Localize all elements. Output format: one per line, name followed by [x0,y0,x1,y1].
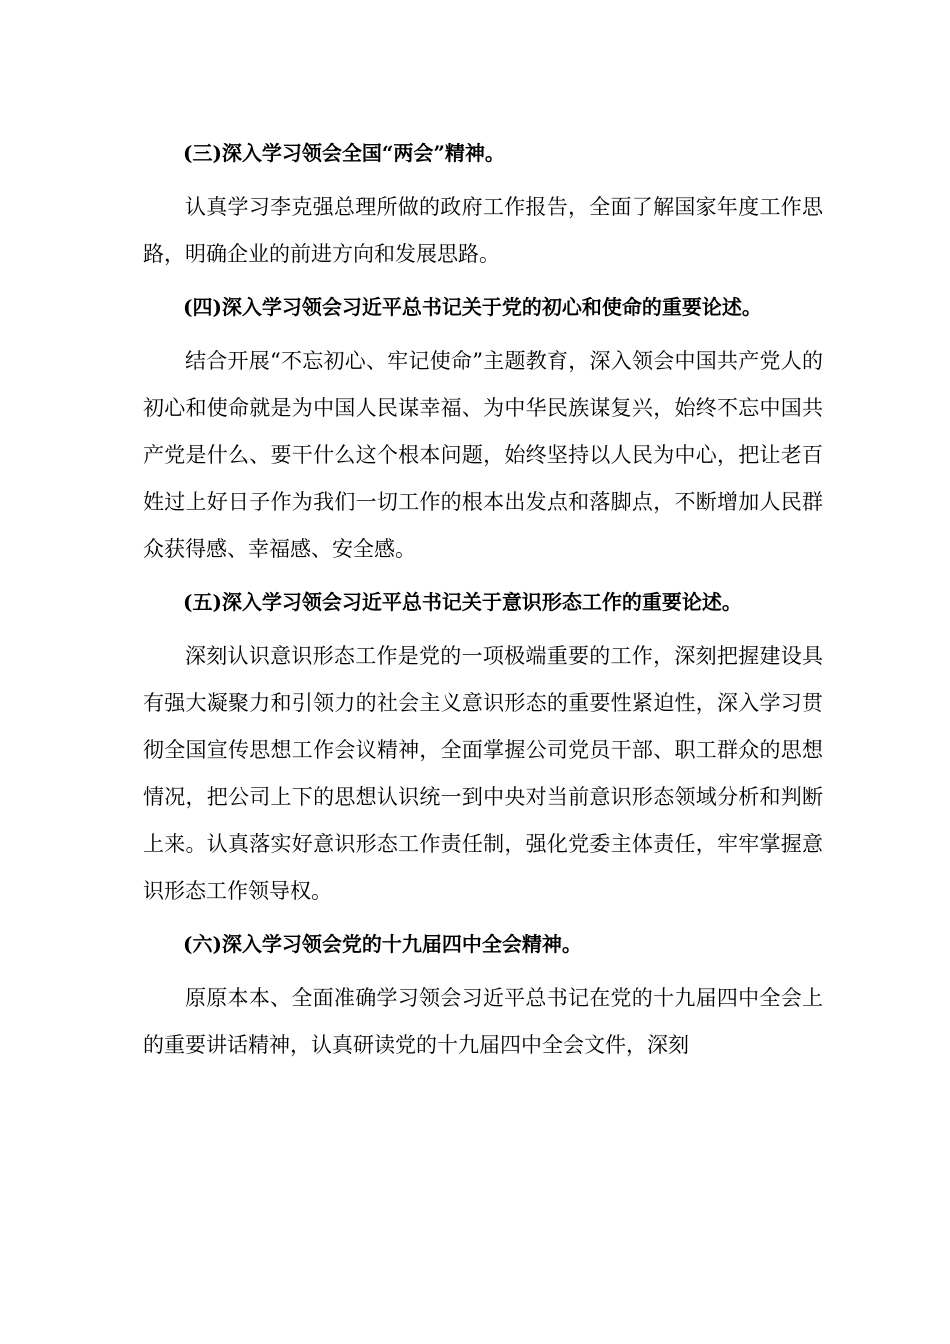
section-body-5: 深刻认识意识形态工作是党的一项极端重要的工作，深刻把握建设具有强大凝聚力和引领力的社会主义意识形态的重要性紧迫性，深入学习贯彻全国宣传思想工作会议精神，全面掌握公司党员干部、职工群众的思想情况，把公司上下的思想认识统一到中央对当前意识形态领域分析和判断上来。认真落实好意识形态工作责任制，强化党委主体责任，牢牢掌握意识形态工作领导权。 [143,644,823,903]
section-heading-6: (六)深入学习领会党的十九届四中全会精神。 [183,932,582,956]
section-body-6: 原原本本、全面准确学习领会习近平总书记在党的十九届四中全会上的重要讲话精神，认真研读党的十九届四中全会文件，深刻 [143,986,823,1057]
document-body [143,133,823,1078]
section-heading-4: (四)深入学习领会习近平总书记关于党的初心和使命的重要论述。 [183,295,762,319]
section-body-4: 结合开展“不忘初心、牢记使命”主题教育，深入领会中国共产党人的初心和使命就是为中国人民谋幸福、为中华民族谋复兴，始终不忘中国共产党是什么、要干什么这个根本问题，始终坚持以人民为中心，把让老百姓过上好日子作为我们一切工作的根本出发点和落脚点，不断增加人民群众获得感、幸福感、安全感。 [143,349,823,561]
section-heading-3: (三)深入学习领会全国“两会”精神。 [183,141,505,165]
section-heading-5: (五)深入学习领会习近平总书记关于意识形态工作的重要论述。 [183,590,742,614]
section-body-3: 认真学习李克强总理所做的政府工作报告，全面了解国家年度工作思路，明确企业的前进方向和发展思路。 [143,195,823,266]
